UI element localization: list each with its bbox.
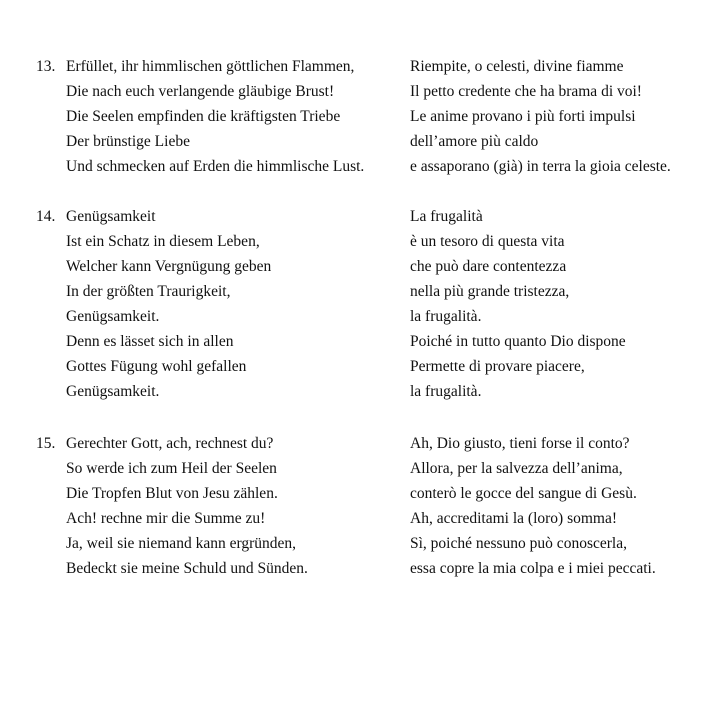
italian-line: Poiché in tutto quanto Dio dispone [410, 333, 626, 350]
italian-line: essa copre la mia colpa e i miei peccati. [410, 560, 656, 577]
italian-line: Riempite, o celesti, divine fiamme [410, 58, 624, 75]
italian-line: conterò le gocce del sangue di Gesù. [410, 485, 637, 502]
stanza-number: 13. [36, 58, 56, 75]
german-line: Ja, weil sie niemand kann ergründen, [66, 535, 296, 552]
german-line: Und schmecken auf Erden die himmlische Lust. [66, 158, 365, 175]
italian-line: e assaporano (già) in terra la gioia celeste. [410, 158, 671, 175]
german-line: Die nach euch verlangende gläubige Brust! [66, 83, 335, 100]
german-line: Ist ein Schatz in diesem Leben, [66, 233, 260, 250]
german-line: Ach! rechne mir die Summe zu! [66, 510, 266, 527]
italian-line: La frugalità [410, 208, 483, 225]
german-line: Bedeckt sie meine Schuld und Sünden. [66, 560, 308, 577]
german-line: Denn es lässet sich in allen [66, 333, 234, 350]
italian-line: Le anime provano i più forti impulsi [410, 108, 636, 125]
german-line: Erfüllet, ihr himmlischen göttlichen Flammen, [66, 58, 355, 75]
german-line: Genügsamkeit. [66, 308, 160, 325]
german-line: Genügsamkeit. [66, 383, 160, 400]
italian-line: la frugalità. [410, 308, 482, 325]
german-line: Die Tropfen Blut von Jesu zählen. [66, 485, 278, 502]
italian-text [410, 431, 710, 581]
german-line: In der größten Traurigkeit, [66, 283, 231, 300]
italian-line: Sì, poiché nessuno può conoscerla, [410, 535, 627, 552]
italian-line: che può dare contentezza [410, 258, 567, 275]
italian-line: Permette di provare piacere, [410, 358, 585, 375]
german-line: So werde ich zum Heil der Seelen [66, 460, 277, 477]
italian-line: Allora, per la salvezza dell’anima, [410, 460, 623, 477]
german-text [66, 431, 396, 581]
italian-text [410, 204, 710, 404]
german-text [66, 54, 396, 179]
german-text [66, 204, 396, 404]
german-line: Der brünstige Liebe [66, 133, 190, 150]
german-line: Gerechter Gott, ach, rechnest du? [66, 435, 274, 452]
italian-line: è un tesoro di questa vita [410, 233, 565, 250]
german-line: Gottes Fügung wohl gefallen [66, 358, 247, 375]
italian-line: dell’amore più caldo [410, 133, 539, 150]
italian-line: Il petto credente che ha brama di voi! [410, 83, 642, 100]
italian-line: Ah, Dio giusto, tieni forse il conto? [410, 435, 630, 452]
german-line: Genügsamkeit [66, 208, 156, 225]
stanza-number: 14. [36, 208, 56, 225]
italian-line: Ah, accreditami la (loro) somma! [410, 510, 618, 527]
german-line: Welcher kann Vergnügung geben [66, 258, 272, 275]
italian-text [410, 54, 710, 179]
stanza-number: 15. [36, 435, 56, 452]
italian-line: la frugalità. [410, 383, 482, 400]
german-line: Die Seelen empfinden die kräftigsten Triebe [66, 108, 341, 125]
italian-line: nella più grande tristezza, [410, 283, 570, 300]
